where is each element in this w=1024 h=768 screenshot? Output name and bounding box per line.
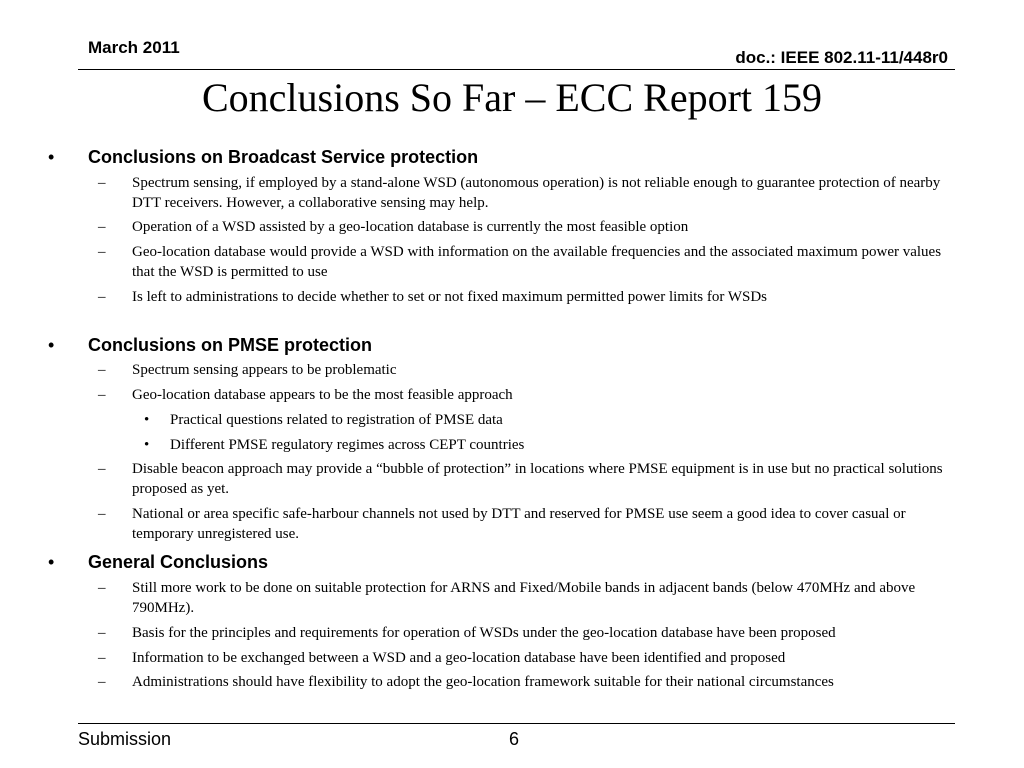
dash-bullet: – — [98, 674, 106, 690]
list-item-text: Is left to administrations to decide whether to set or not fixed maximum permitted power limits for WSDs — [132, 289, 768, 305]
list-item-text: Basis for the principles and requirements for operation of WSDs under the geo-location database have been proposed — [132, 625, 836, 641]
section-heading-text: General Conclusions — [88, 552, 269, 572]
dash-bullet: – — [98, 289, 106, 305]
header-date: March 2011 — [88, 38, 180, 57]
section-heading-text: Conclusions on PMSE protection — [88, 335, 373, 355]
list-item-text: Administrations should have flexibility to adopt the geo-location framework suitable for their national circumstances — [132, 674, 834, 690]
list-item-text: Spectrum sensing, if employed by a stand-alone WSD (autonomous operation) is not reliable enough to guarantee protection of nearby DTT receivers. However, a collaborative sensing may help. — [132, 175, 941, 211]
dash-bullet: – — [98, 387, 106, 403]
list-item-text: Spectrum sensing appears to be problematic — [132, 362, 397, 378]
dash-bullet: – — [98, 580, 106, 596]
section-heading-general — [48, 551, 269, 573]
sub-list-item — [144, 435, 950, 455]
dash-bullet: – — [98, 219, 106, 235]
list-item — [98, 504, 962, 544]
list-item — [98, 648, 962, 668]
footer-submission: Submission — [78, 729, 172, 749]
dash-bullet: – — [98, 175, 106, 191]
list-item — [98, 623, 962, 643]
list-item — [98, 242, 962, 282]
bullet: • — [48, 147, 55, 167]
list-item — [98, 173, 962, 213]
list-item — [98, 672, 962, 692]
sub-list-item-text: Practical questions related to registration of PMSE data — [170, 412, 503, 428]
list-item — [98, 578, 962, 618]
list-item-text: Geo-location database would provide a WSD with information on the available frequencies and the associated maximum power values that the WSD is permitted to use — [132, 244, 942, 280]
footer-rule — [78, 723, 955, 724]
bullet: • — [144, 412, 150, 428]
page-number: 6 — [509, 729, 520, 749]
list-item-text: Operation of a WSD assisted by a geo-location database is currently the most feasible option — [132, 219, 689, 235]
dash-bullet: – — [98, 362, 106, 378]
dash-bullet: – — [98, 461, 106, 477]
dash-bullet: – — [98, 506, 106, 522]
dash-bullet: – — [98, 625, 106, 641]
bullet: • — [48, 552, 55, 572]
bullet: • — [48, 335, 55, 355]
list-item-text: National or area specific safe-harbour channels not used by DTT and reserved for PMSE use seem a good idea to cover casual or temporary unregistered use. — [132, 506, 906, 542]
sub-list-item-text: Different PMSE regulatory regimes across CEPT countries — [170, 437, 525, 453]
dash-bullet: – — [98, 244, 106, 260]
list-item — [98, 287, 962, 307]
section-heading-broadcast — [48, 146, 479, 168]
list-item — [98, 217, 962, 237]
list-item-text: Disable beacon approach may provide a “bubble of protection” in locations where PMSE equipment is in use but no practical solutions proposed as yet. — [132, 461, 943, 497]
bullet: • — [144, 437, 150, 453]
section-heading-text: Conclusions on Broadcast Service protection — [88, 147, 479, 167]
list-item — [98, 459, 962, 499]
slide-title: Conclusions So Far – ECC Report 159 — [201, 75, 823, 120]
sub-list-item — [144, 410, 950, 430]
section-heading-pmse — [48, 334, 373, 356]
list-item — [98, 385, 962, 405]
header-doc-id: doc.: IEEE 802.11-11/448r0 — [735, 48, 948, 67]
dash-bullet: – — [98, 650, 106, 666]
list-item-text: Geo-location database appears to be the most feasible approach — [132, 387, 513, 403]
list-item — [98, 360, 962, 380]
list-item-text: Information to be exchanged between a WSD and a geo-location database have been identified and proposed — [132, 650, 786, 666]
list-item-text: Still more work to be done on suitable protection for ARNS and Fixed/Mobile bands in adjacent bands (below 470MHz and above 790MHz). — [132, 580, 916, 616]
header-rule — [78, 69, 955, 70]
